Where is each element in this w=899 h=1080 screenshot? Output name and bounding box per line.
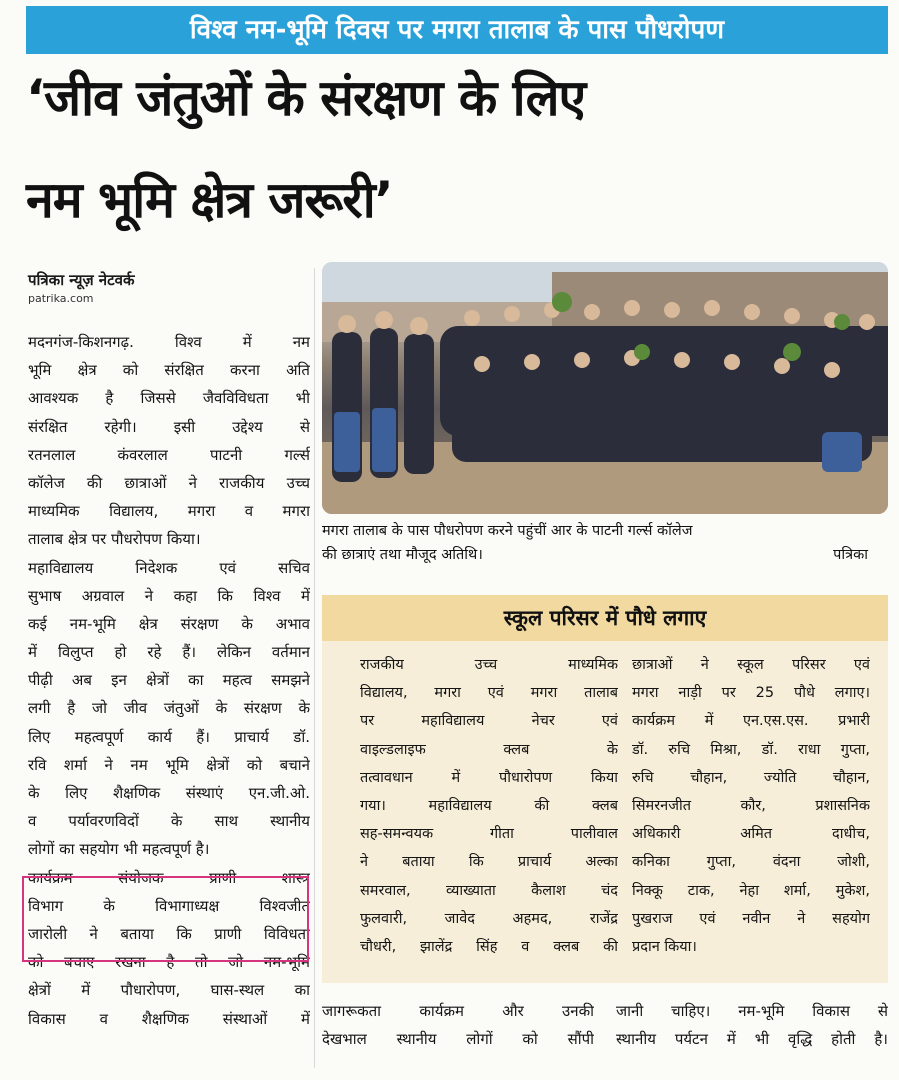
text-line: आवश्यक है जिससे जैवविविधता भी [28,389,310,408]
text-line: कार्यक्रम संयोजक प्राणी शास्त्र [28,868,310,887]
text-line: महाविद्यालय निदेशक एवं सचिव [28,558,310,577]
photo-caption [322,519,888,567]
text-line: लगी है जो जीव जंतुओं के संरक्षण के [28,699,310,718]
text-line: भूमि क्षेत्र को संरक्षित करना अति [28,361,310,380]
text-line: अधिकारी अमित दाधीच, [632,826,870,843]
headline-line-2: नम भूमि क्षेत्र जरूरी’ [26,171,393,229]
text-line: वाइल्डलाइफ क्लब के [360,741,618,758]
bottom-right-text [616,996,888,1052]
text-line: चौधरी, झालेंद्र सिंह व क्लब की [360,938,618,955]
sidebar-box [322,595,888,983]
text-line: को बचाए रखना है तो जो नम-भूमि [28,953,310,972]
text-line: सिमरनजीत कौर, प्रशासनिक [632,797,870,814]
text-line: ने बताया कि प्राचार्य अल्का [360,854,618,871]
text-line: सह-समन्वयक गीता पालीवाल [360,826,618,843]
text-line: जानी चाहिए। नम-भूमि विकास से [616,1002,888,1020]
text-line: निक्कू टाक, नेहा शर्मा, मुकेश, [632,882,870,899]
headline-line-1: ‘जीव जंतुओं के संरक्षण के लिए [26,69,586,127]
text-line: क्षेत्रों में पौधारोपण, घास-स्थल का [28,981,310,1000]
sidebar-box-column-2 [632,651,870,961]
text-line: स्थानीय पर्यटन में भी वृद्धि होती है। [616,1030,888,1049]
left-column-body [28,328,310,1033]
text-line: जारोली ने बताया कि प्राणी विविधता [28,924,310,943]
text-line: रतनलाल कंवरलाल पाटनी गर्ल्स [28,445,310,464]
text-line: माध्यमिक विद्यालय, मगरा व मगरा [28,502,310,521]
photo-caption-line-1: मगरा तालाब के पास पौधरोपण करने पहुंचीं आर के पाटनी गर्ल्स कॉलेज [322,523,693,539]
text-line: प्रदान किया। [632,938,697,955]
text-line: मगरा नाड़ी पर 25 पौधे लगाए। [632,685,870,702]
text-line: कनिका गुप्ता, वंदना जोशी, [632,854,870,871]
text-line: के लिए शैक्षणिक संस्थाएं एन.जी.ओ. [28,784,310,802]
text-line: सुभाष अग्रवाल ने कहा कि विश्व में [28,586,310,605]
text-line: में विलुप्त हो रहे हैं। लेकिन वर्तमान [28,643,310,662]
photo-credit: पत्रिका [833,547,868,563]
text-line: पीढ़ी अब इन क्षेत्रों का महत्व समझने [28,671,310,690]
text-line: फुलवारी, जावेद अहमद, राजेंद्र [360,910,618,927]
group-photo-illustration [322,262,888,514]
text-line: मदनगंज-किशनगढ़. विश्व में नम [28,333,310,351]
text-line: संरक्षित रहेगी। इसी उद्देश्य से [28,417,310,436]
text-line: गया। महाविद्यालय की क्लब [360,797,618,814]
text-line: राजकीय उच्च माध्यमिक [360,657,618,673]
text-line: कई नम-भूमि क्षेत्र संरक्षण के अभाव [28,614,310,633]
text-line: विभाग के विभागाध्यक्ष विश्वजीत [28,896,310,915]
text-line: समरवाल, व्याख्याता कैलाश चंद [360,882,618,899]
text-line: जागरूकता कार्यक्रम और उनकी [322,1002,594,1020]
text-line: विद्यालय, मगरा एवं मगरा तालाब [360,685,618,702]
sidebar-box-title: स्कूल परिसर में पौधे लगाए [322,595,888,641]
text-line: पर महाविद्यालय नेचर एवं [360,713,618,730]
byline-url: patrika.com [28,292,94,305]
text-line: देखभाल स्थानीय लोगों को सौंपी [322,1030,594,1049]
text-line: लिए महत्वपूर्ण कार्य हैं। प्राचार्य डॉ. [28,727,310,746]
bottom-middle-text [322,996,594,1052]
kicker-banner: विश्व नम-भूमि दिवस पर मगरा तालाब के पास पौधरोपण [26,6,888,54]
group-photo [322,262,888,514]
text-line: व पर्यावरणविदों के साथ स्थानीय [28,812,310,831]
sidebar-box-column-1 [360,651,618,961]
text-line: कॉलेज की छात्राओं ने राजकीय उच्च [28,473,310,492]
text-line: रुचि चौहान, ज्योति चौहान, [632,769,870,786]
text-line: विकास व शैक्षणिक संस्थाओं में [28,1009,310,1028]
text-line: कार्यक्रम में एन.एस.एस. प्रभारी [632,713,870,730]
text-line: छात्राओं ने स्कूल परिसर एवं [632,657,870,673]
photo-caption-line-2: की छात्राएं तथा मौजूद अतिथि। [322,547,483,563]
text-line: तत्वावधान में पौधारोपण किया [360,769,618,786]
text-line: तालाब क्षेत्र पर पौधरोपण किया। [28,530,201,549]
column-divider [314,268,315,1068]
text-line: डॉ. रुचि मिश्रा, डॉ. राधा गुप्ता, [632,741,870,758]
text-line: लोगों का सहयोग भी महत्वपूर्ण है। [28,840,210,859]
text-line: रवि शर्मा ने नम भूमि क्षेत्रों को बचाने [28,755,310,774]
byline: पत्रिका न्यूज़ नेटवर्क [28,271,135,289]
text-line: पुखराज एवं नवीन ने सहयोग [632,910,870,927]
